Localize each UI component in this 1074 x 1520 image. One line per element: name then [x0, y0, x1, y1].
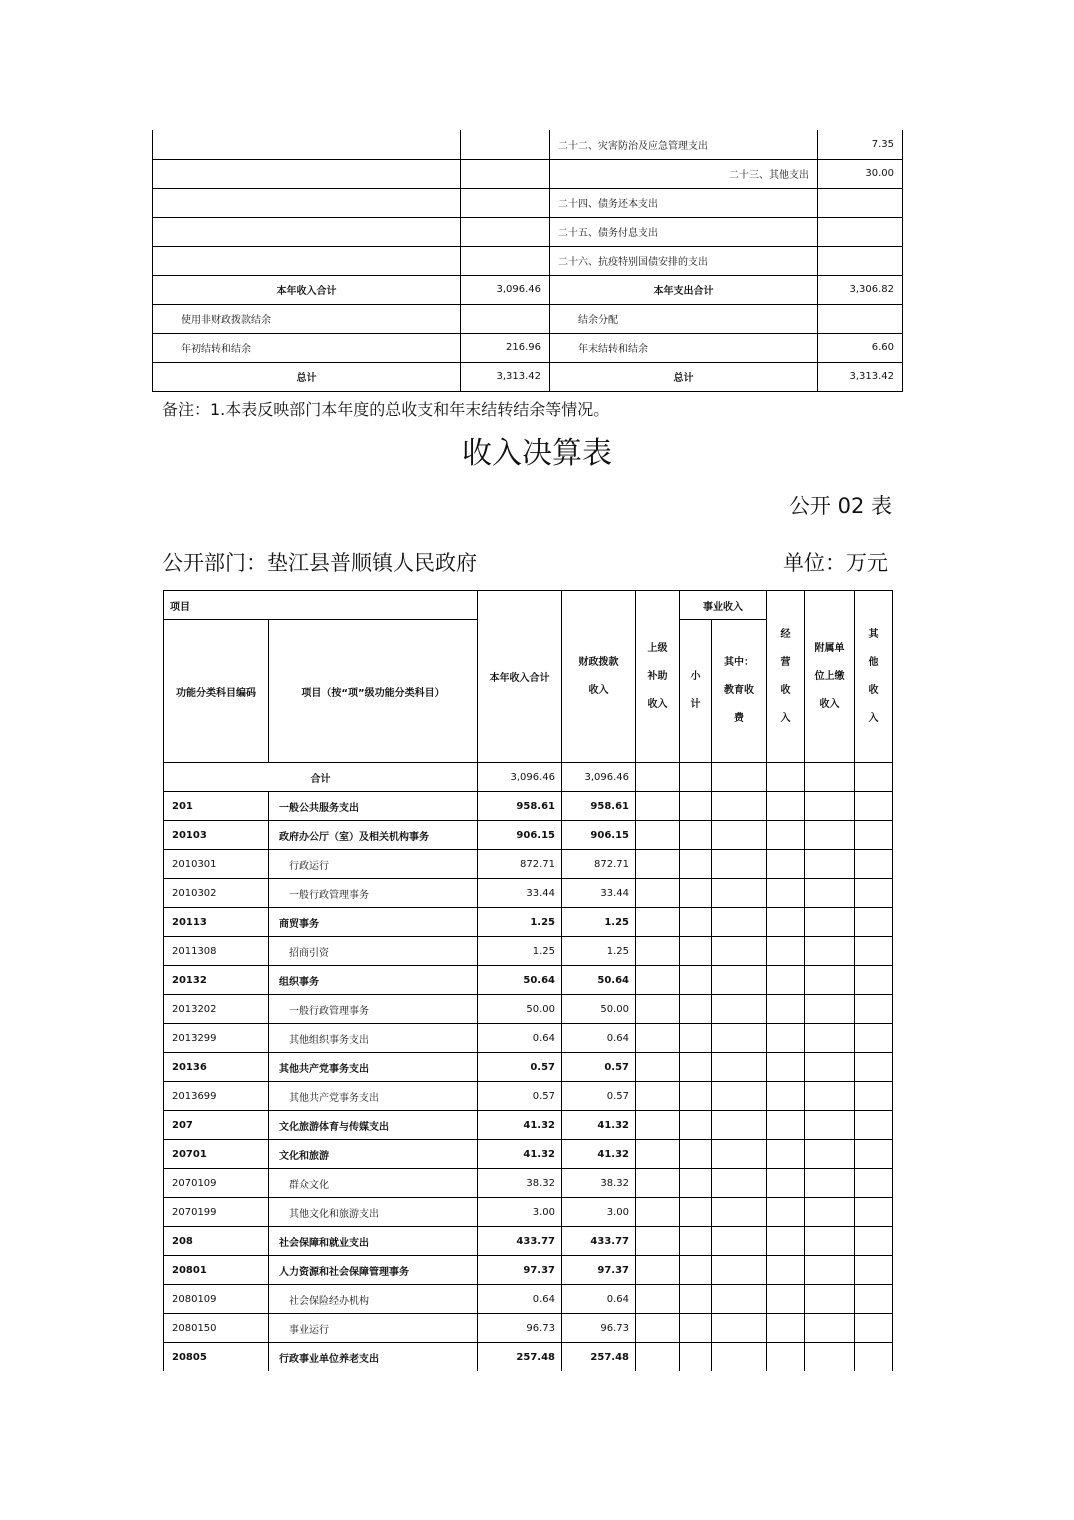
grand-right-label: 总计 — [550, 362, 818, 391]
empty-cell — [767, 1082, 805, 1111]
grand-total-row — [153, 362, 903, 391]
row-fiscal: 50.00 — [562, 995, 636, 1024]
row-total: 3.00 — [478, 1198, 562, 1227]
empty-cell — [855, 821, 893, 850]
row-fiscal: 33.44 — [562, 879, 636, 908]
row-fiscal: 0.57 — [562, 1082, 636, 1111]
row-name: 社会保险经办机构 — [269, 1285, 478, 1314]
nonfiscal-row — [153, 304, 903, 333]
summary-row — [153, 159, 903, 188]
empty-cell — [855, 995, 893, 1024]
empty-cell — [767, 1285, 805, 1314]
empty-cell — [680, 1169, 712, 1198]
header-code: 功能分类科目编码 — [164, 620, 269, 763]
empty-cell — [636, 792, 680, 821]
row-code: 2070109 — [164, 1169, 269, 1198]
grand-left-label: 总计 — [153, 362, 461, 391]
empty-cell — [636, 1169, 680, 1198]
row-total: 1.25 — [478, 937, 562, 966]
header-row-1 — [164, 591, 893, 620]
table-number: 公开 02 表 — [788, 494, 892, 518]
row-code: 20113 — [164, 908, 269, 937]
row-name: 群众文化 — [269, 1169, 478, 1198]
row-fiscal: 0.57 — [562, 1053, 636, 1082]
nonfiscal-value — [461, 304, 550, 333]
empty-cell — [712, 1140, 767, 1169]
empty-cell — [636, 966, 680, 995]
closing-value: 6.60 — [818, 333, 903, 362]
summary-table — [152, 130, 903, 392]
row-code: 20801 — [164, 1256, 269, 1285]
empty-cell — [805, 937, 855, 966]
summary-left-label — [153, 188, 461, 217]
row-code: 20103 — [164, 821, 269, 850]
row-fiscal: 872.71 — [562, 850, 636, 879]
empty-cell — [712, 1285, 767, 1314]
header-project: 项目 — [164, 591, 478, 620]
empty-cell — [680, 1285, 712, 1314]
row-code: 2070199 — [164, 1198, 269, 1227]
row-code: 207 — [164, 1111, 269, 1140]
table-row — [164, 1082, 893, 1111]
row-total: 1.25 — [478, 908, 562, 937]
table-row — [164, 1140, 893, 1169]
empty-cell — [636, 850, 680, 879]
table-row — [164, 995, 893, 1024]
row-code: 2080109 — [164, 1285, 269, 1314]
empty-cell — [805, 821, 855, 850]
row-fiscal: 906.15 — [562, 821, 636, 850]
empty-cell — [680, 1024, 712, 1053]
empty-cell — [855, 850, 893, 879]
empty-cell — [636, 1111, 680, 1140]
table-row — [164, 1198, 893, 1227]
row-name: 一般公共服务支出 — [269, 792, 478, 821]
empty-cell — [712, 995, 767, 1024]
empty-cell — [805, 879, 855, 908]
empty-cell — [680, 1198, 712, 1227]
row-total: 38.32 — [478, 1169, 562, 1198]
empty-cell — [636, 937, 680, 966]
table-row — [164, 1053, 893, 1082]
empty-cell — [680, 1111, 712, 1140]
empty-cell — [680, 821, 712, 850]
income-expense-total-row — [153, 275, 903, 304]
row-total: 33.44 — [478, 879, 562, 908]
summary-left-value — [461, 159, 550, 188]
empty-cell — [636, 1140, 680, 1169]
table-row — [164, 908, 893, 937]
empty-cell — [712, 1053, 767, 1082]
summary-rows — [153, 130, 903, 275]
distribution-value — [818, 304, 903, 333]
summary-left-label — [153, 159, 461, 188]
empty-cell — [805, 1169, 855, 1198]
empty-cell — [712, 908, 767, 937]
row-name: 事业运行 — [269, 1314, 478, 1343]
table-row — [164, 1285, 893, 1314]
empty-cell — [712, 1198, 767, 1227]
expense-total-value: 3,306.82 — [818, 275, 903, 304]
row-fiscal: 1.25 — [562, 937, 636, 966]
empty-cell — [636, 821, 680, 850]
row-code: 201 — [164, 792, 269, 821]
income-table — [163, 590, 893, 1371]
empty-cell — [855, 1140, 893, 1169]
unit-label: 单位：万元 — [783, 551, 888, 575]
summary-left-label — [153, 246, 461, 275]
empty-cell — [855, 1227, 893, 1256]
table-row — [164, 792, 893, 821]
empty-cell — [855, 937, 893, 966]
summary-row — [153, 246, 903, 275]
empty-cell — [855, 1082, 893, 1111]
row-name: 人力资源和社会保障管理事务 — [269, 1256, 478, 1285]
empty-cell — [805, 792, 855, 821]
empty-cell — [767, 1024, 805, 1053]
empty-cell — [680, 966, 712, 995]
table-row — [164, 821, 893, 850]
row-name: 组织事务 — [269, 966, 478, 995]
distribution-label: 结余分配 — [550, 304, 818, 333]
row-total: 97.37 — [478, 1256, 562, 1285]
summary-row — [153, 188, 903, 217]
empty-cell — [767, 1169, 805, 1198]
row-fiscal: 3.00 — [562, 1198, 636, 1227]
row-code: 2011308 — [164, 937, 269, 966]
empty-cell — [767, 1198, 805, 1227]
row-fiscal: 1.25 — [562, 908, 636, 937]
empty-cell — [680, 1053, 712, 1082]
empty-cell — [680, 937, 712, 966]
nonfiscal-label: 使用非财政拨款结余 — [153, 304, 461, 333]
row-code: 208 — [164, 1227, 269, 1256]
row-total: 50.64 — [478, 966, 562, 995]
empty-cell — [767, 937, 805, 966]
empty-cell — [767, 792, 805, 821]
empty-cell — [680, 879, 712, 908]
empty-cell — [680, 1314, 712, 1343]
table-row — [164, 1111, 893, 1140]
row-code: 2010301 — [164, 850, 269, 879]
row-total: 0.57 — [478, 1053, 562, 1082]
row-fiscal: 433.77 — [562, 1227, 636, 1256]
empty-cell — [712, 1343, 767, 1372]
income-rows — [164, 792, 893, 1372]
empty-cell — [680, 995, 712, 1024]
empty-cell — [767, 1111, 805, 1140]
total-row — [164, 763, 893, 792]
row-total: 41.32 — [478, 1140, 562, 1169]
empty-cell — [805, 1314, 855, 1343]
row-name: 其他共产党事务支出 — [269, 1053, 478, 1082]
header-subtotal: 小计 — [680, 620, 712, 763]
empty-cell — [855, 1256, 893, 1285]
row-code: 2010302 — [164, 879, 269, 908]
summary-right-label: 二十三、其他支出 — [550, 159, 818, 188]
row-name: 其他共产党事务支出 — [269, 1082, 478, 1111]
empty-cell — [805, 1227, 855, 1256]
empty-cell — [636, 1082, 680, 1111]
empty-cell — [712, 1227, 767, 1256]
summary-row — [153, 217, 903, 246]
header-superior: 上级补助收入 — [636, 591, 680, 763]
header-fiscal: 财政拨款收入 — [562, 591, 636, 763]
row-name: 行政运行 — [269, 850, 478, 879]
empty-cell — [712, 1256, 767, 1285]
table-row — [164, 1169, 893, 1198]
row-fiscal: 0.64 — [562, 1024, 636, 1053]
row-fiscal: 41.32 — [562, 1111, 636, 1140]
empty-cell — [712, 879, 767, 908]
empty-cell — [855, 792, 893, 821]
table-row — [164, 850, 893, 879]
page-title: 收入决算表 — [462, 436, 612, 471]
summary-right-value — [818, 188, 903, 217]
header-operating: 经营收入 — [767, 591, 805, 763]
closing-label: 年末结转和结余 — [550, 333, 818, 362]
row-total: 41.32 — [478, 1111, 562, 1140]
empty-cell — [855, 1169, 893, 1198]
row-name: 社会保障和就业支出 — [269, 1227, 478, 1256]
row-fiscal: 50.64 — [562, 966, 636, 995]
empty-cell — [636, 1314, 680, 1343]
empty-cell — [767, 908, 805, 937]
total-fiscal: 3,096.46 — [562, 763, 636, 792]
row-name: 一般行政管理事务 — [269, 995, 478, 1024]
empty-cell — [767, 879, 805, 908]
table-note: 备注：1.本表反映部门本年度的总收支和年末结转结余等情况。 — [162, 400, 610, 419]
empty-cell — [767, 1053, 805, 1082]
row-fiscal: 958.61 — [562, 792, 636, 821]
row-code: 20701 — [164, 1140, 269, 1169]
income-total-label: 本年收入合计 — [153, 275, 461, 304]
row-name: 文化和旅游 — [269, 1140, 478, 1169]
empty-cell — [767, 995, 805, 1024]
row-total: 958.61 — [478, 792, 562, 821]
row-code: 2013202 — [164, 995, 269, 1024]
summary-right-value: 30.00 — [818, 159, 903, 188]
empty-cell — [680, 1256, 712, 1285]
summary-left-value — [461, 188, 550, 217]
row-fiscal: 97.37 — [562, 1256, 636, 1285]
opening-label: 年初结转和结余 — [153, 333, 461, 362]
empty-cell — [805, 1285, 855, 1314]
empty-cell — [805, 1198, 855, 1227]
empty-cell — [680, 1343, 712, 1372]
row-code: 20132 — [164, 966, 269, 995]
empty-cell — [636, 908, 680, 937]
empty-cell — [712, 1024, 767, 1053]
summary-right-label: 二十二、灾害防治及应急管理支出 — [550, 130, 818, 159]
summary-left-value — [461, 130, 550, 159]
grand-right-value: 3,313.42 — [818, 362, 903, 391]
empty-cell — [712, 1169, 767, 1198]
summary-left-value — [461, 217, 550, 246]
header-name: 项目（按“项”级功能分类科目） — [269, 620, 478, 763]
table-row — [164, 1314, 893, 1343]
empty-cell — [636, 1343, 680, 1372]
empty-cell — [805, 1053, 855, 1082]
empty-cell — [680, 1227, 712, 1256]
total-amount: 3,096.46 — [478, 763, 562, 792]
header-total: 本年收入合计 — [478, 591, 562, 763]
empty-cell — [855, 1111, 893, 1140]
row-code: 2080150 — [164, 1314, 269, 1343]
row-name: 其他文化和旅游支出 — [269, 1198, 478, 1227]
empty-cell — [712, 821, 767, 850]
empty-cell — [636, 1227, 680, 1256]
empty-cell — [636, 995, 680, 1024]
empty-cell — [680, 908, 712, 937]
summary-right-value — [818, 246, 903, 275]
row-name: 商贸事务 — [269, 908, 478, 937]
total-label: 合计 — [164, 763, 478, 792]
grand-left-value: 3,313.42 — [461, 362, 550, 391]
summary-right-value: 7.35 — [818, 130, 903, 159]
row-code: 20805 — [164, 1343, 269, 1372]
empty-cell — [855, 1053, 893, 1082]
department-label: 公开部门：垫江县普顺镇人民政府 — [162, 551, 477, 575]
empty-cell — [712, 792, 767, 821]
empty-cell — [805, 966, 855, 995]
empty-cell — [805, 1024, 855, 1053]
empty-cell — [767, 966, 805, 995]
empty-cell — [712, 1082, 767, 1111]
row-fiscal: 41.32 — [562, 1140, 636, 1169]
row-code: 2013299 — [164, 1024, 269, 1053]
row-name: 文化旅游体育与传媒支出 — [269, 1111, 478, 1140]
empty-cell — [767, 1314, 805, 1343]
row-name: 一般行政管理事务 — [269, 879, 478, 908]
empty-cell — [712, 1314, 767, 1343]
row-total: 0.57 — [478, 1082, 562, 1111]
empty-cell — [767, 1227, 805, 1256]
empty-cell — [805, 1111, 855, 1140]
empty-cell — [712, 966, 767, 995]
empty-cell — [636, 1053, 680, 1082]
empty-cell — [805, 1343, 855, 1372]
row-total: 257.48 — [478, 1343, 562, 1372]
header-business: 事业收入 — [680, 591, 767, 620]
summary-right-label: 二十五、债务付息支出 — [550, 217, 818, 246]
expense-total-label: 本年支出合计 — [550, 275, 818, 304]
empty-cell — [767, 850, 805, 879]
empty-cell — [680, 792, 712, 821]
empty-cell — [680, 1140, 712, 1169]
empty-cell — [855, 1024, 893, 1053]
row-fiscal: 38.32 — [562, 1169, 636, 1198]
empty-cell — [767, 1256, 805, 1285]
header-affiliated: 附属单位上缴收入 — [805, 591, 855, 763]
table-row — [164, 1256, 893, 1285]
summary-left-label — [153, 217, 461, 246]
empty-cell — [855, 966, 893, 995]
table-row — [164, 937, 893, 966]
empty-cell — [855, 1285, 893, 1314]
empty-cell — [805, 1256, 855, 1285]
empty-cell — [712, 937, 767, 966]
row-name: 政府办公厅（室）及相关机构事务 — [269, 821, 478, 850]
empty-cell — [805, 1140, 855, 1169]
empty-cell — [805, 908, 855, 937]
table-row — [164, 1343, 893, 1372]
empty-cell — [805, 1082, 855, 1111]
summary-right-value — [818, 217, 903, 246]
empty-cell — [636, 1285, 680, 1314]
empty-cell — [712, 1111, 767, 1140]
row-total: 433.77 — [478, 1227, 562, 1256]
empty-cell — [680, 1082, 712, 1111]
empty-cell — [767, 1140, 805, 1169]
row-name: 行政事业单位养老支出 — [269, 1343, 478, 1372]
row-total: 50.00 — [478, 995, 562, 1024]
empty-cell — [636, 1256, 680, 1285]
table-row — [164, 1024, 893, 1053]
row-total: 906.15 — [478, 821, 562, 850]
row-fiscal: 257.48 — [562, 1343, 636, 1372]
row-total: 0.64 — [478, 1285, 562, 1314]
empty-cell — [636, 1198, 680, 1227]
row-total: 0.64 — [478, 1024, 562, 1053]
summary-right-label: 二十六、抗疫特别国债安排的支出 — [550, 246, 818, 275]
empty-cell — [855, 1198, 893, 1227]
opening-value: 216.96 — [461, 333, 550, 362]
empty-cell — [767, 821, 805, 850]
summary-row — [153, 130, 903, 159]
empty-cell — [855, 908, 893, 937]
header-education: 其中：教育收费 — [712, 620, 767, 763]
summary-left-label — [153, 130, 461, 159]
row-fiscal: 0.64 — [562, 1285, 636, 1314]
row-name: 其他组织事务支出 — [269, 1024, 478, 1053]
row-fiscal: 96.73 — [562, 1314, 636, 1343]
row-name: 招商引资 — [269, 937, 478, 966]
empty-cell — [855, 1343, 893, 1372]
row-total: 872.71 — [478, 850, 562, 879]
income-total-value: 3,096.46 — [461, 275, 550, 304]
empty-cell — [712, 850, 767, 879]
row-code: 20136 — [164, 1053, 269, 1082]
table-row — [164, 966, 893, 995]
empty-cell — [680, 850, 712, 879]
summary-left-value — [461, 246, 550, 275]
header-other: 其他收入 — [855, 591, 893, 763]
table-row — [164, 879, 893, 908]
empty-cell — [805, 850, 855, 879]
empty-cell — [855, 1314, 893, 1343]
carryover-row — [153, 333, 903, 362]
summary-right-label: 二十四、债务还本支出 — [550, 188, 818, 217]
row-total: 96.73 — [478, 1314, 562, 1343]
empty-cell — [805, 995, 855, 1024]
empty-cell — [636, 879, 680, 908]
table-row — [164, 1227, 893, 1256]
empty-cell — [636, 1024, 680, 1053]
empty-cell — [855, 879, 893, 908]
row-code: 2013699 — [164, 1082, 269, 1111]
empty-cell — [767, 1343, 805, 1372]
